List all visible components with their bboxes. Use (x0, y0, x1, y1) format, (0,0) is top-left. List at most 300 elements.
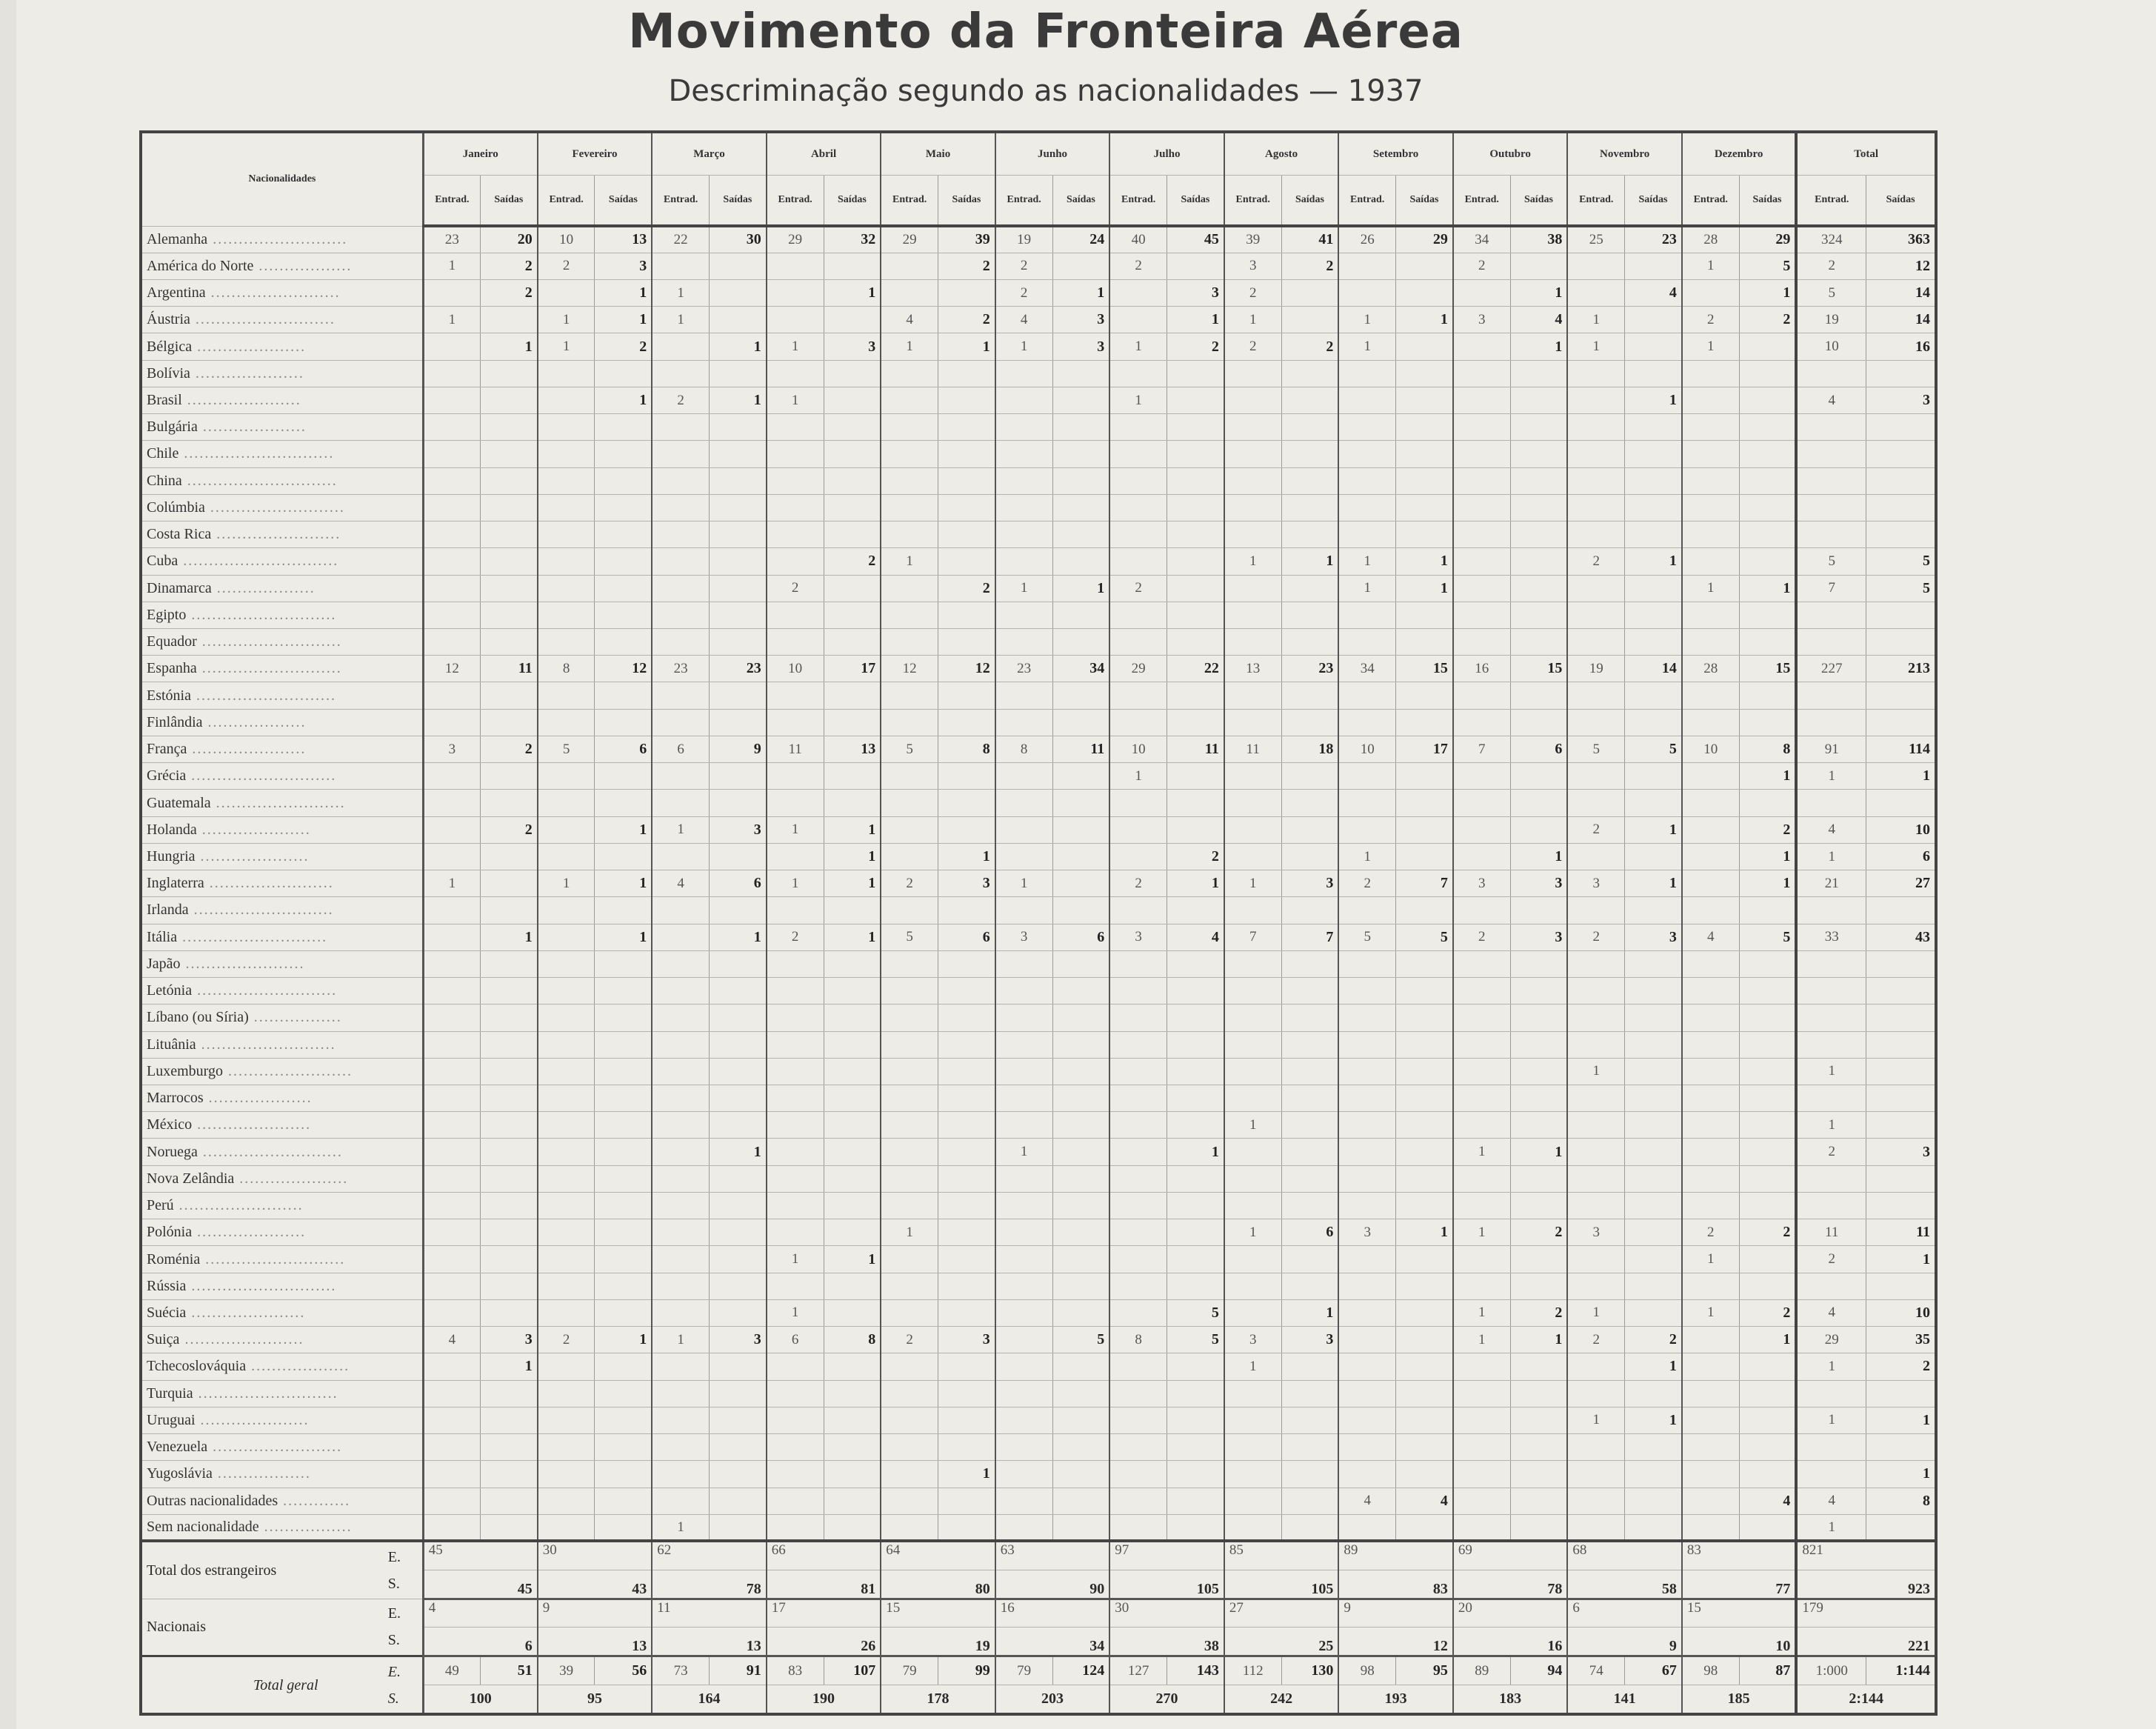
entry-cell (538, 709, 595, 736)
exit-cell (1281, 1380, 1338, 1407)
nationality-label: Venezuela (147, 1439, 208, 1456)
exit-cell (595, 575, 652, 602)
exit-cell: 5 (1052, 1327, 1109, 1353)
nationality-label: Japão (147, 955, 181, 972)
exit-cell: 2 (1739, 1299, 1796, 1326)
entry-cell (1567, 790, 1624, 816)
nationality-label: França (147, 741, 187, 758)
nationality-label: Costa Rica (147, 526, 212, 543)
exit-cell (824, 1192, 881, 1219)
exit-cell: 1 (1510, 1327, 1567, 1353)
exit-cell (480, 843, 537, 870)
exit-cell (1510, 441, 1567, 467)
entry-cell (423, 548, 480, 575)
entry-cell: 1 (767, 1246, 824, 1273)
entry-cell: 6 (652, 736, 709, 762)
entry-cell (538, 790, 595, 816)
entry-cell (538, 1058, 595, 1085)
exit-cell (1052, 1273, 1109, 1299)
entry-cell (995, 1488, 1052, 1514)
nationality-name (141, 1434, 423, 1461)
exit-cell (1167, 682, 1224, 709)
leader-dots: ...................... (187, 741, 307, 758)
nationality-name (141, 1299, 423, 1326)
entry-cell (652, 629, 709, 656)
entry-cell: 5 (1567, 736, 1624, 762)
exit-cell (710, 978, 767, 1005)
exit-cell (1052, 467, 1109, 494)
entry-cell: 1 (767, 333, 824, 360)
exit-cell (824, 709, 881, 736)
summary-exit-value: 80 (881, 1570, 995, 1599)
exit-cell (1510, 1246, 1567, 1273)
nationality-name (141, 467, 423, 494)
exit-cell: 1 (1281, 1299, 1338, 1326)
exit-cell (595, 1461, 652, 1488)
entry-cell (652, 333, 709, 360)
entry-cell (767, 548, 824, 575)
entry-cell (995, 548, 1052, 575)
nationality-name (141, 441, 423, 467)
entry-cell (1682, 1380, 1739, 1407)
entry-cell (1453, 1005, 1510, 1031)
exit-marker: S. (387, 1576, 400, 1593)
table-row (141, 1165, 1936, 1192)
entry-cell (1109, 1353, 1167, 1380)
entry-cell: 1 (767, 870, 824, 897)
exit-cell: 5 (1167, 1299, 1224, 1326)
exit-cell (1625, 1273, 1682, 1299)
entry-cell: 1 (1453, 1327, 1510, 1353)
summary-exit-value: 34 (995, 1628, 1110, 1656)
exit-cell: 2 (1866, 1353, 1936, 1380)
exit-cell (1396, 441, 1453, 467)
nationality-label: Marrocos (147, 1090, 204, 1107)
exit-cell (480, 1514, 537, 1541)
entry-cell (1682, 843, 1739, 870)
exit-cell (1281, 414, 1338, 441)
entry-cell (881, 950, 938, 977)
entry-cell (767, 279, 824, 306)
entry-cell (767, 360, 824, 387)
entry-cell (1338, 414, 1395, 441)
exit-cell (1396, 1299, 1453, 1326)
leader-dots: ................. (258, 1519, 353, 1536)
entry-cell (1682, 1165, 1739, 1192)
entry-cell: 1 (1338, 575, 1395, 602)
exit-cell (1510, 1165, 1567, 1192)
exit-cell (1167, 494, 1224, 521)
exit-cell: 6 (1510, 736, 1567, 762)
entry-cell (1567, 843, 1624, 870)
entry-cell (1682, 441, 1739, 467)
exit-cell: 15 (1396, 656, 1453, 682)
exit-cell (710, 1192, 767, 1219)
entry-cell (1682, 1514, 1739, 1541)
exit-cell: 1 (1396, 1219, 1453, 1246)
exit-cell (1510, 1005, 1567, 1031)
entry-cell (423, 414, 480, 441)
exit-cell: 1 (938, 843, 995, 870)
entry-cell (995, 1246, 1052, 1273)
summary-entry-value: 64 (881, 1541, 995, 1570)
exit-cell (1510, 1273, 1567, 1299)
entry-cell (1453, 494, 1510, 521)
exit-cell (1167, 1031, 1224, 1058)
entry-cell (1338, 1380, 1395, 1407)
grand-total-sum: 203 (995, 1685, 1110, 1714)
summary-entry-value: 15 (1682, 1599, 1797, 1628)
nationality-label: Rússia (147, 1277, 187, 1294)
summary-entry-value: 89 (1338, 1541, 1453, 1570)
header-exit: Saídas (595, 176, 652, 227)
entry-cell (1338, 1192, 1395, 1219)
nationality-name (141, 307, 423, 333)
entry-cell (995, 1112, 1052, 1139)
exit-cell (1866, 1165, 1936, 1192)
exit-cell (1167, 816, 1224, 843)
entry-cell (1338, 1327, 1395, 1353)
exit-cell (1396, 414, 1453, 441)
entry-cell (1453, 279, 1510, 306)
exit-cell (1625, 1488, 1682, 1514)
exit-cell (1052, 1031, 1109, 1058)
entry-cell (538, 1219, 595, 1246)
grand-total-exit: 94 (1510, 1656, 1567, 1685)
exit-cell (480, 548, 537, 575)
entry-cell (881, 1299, 938, 1326)
summary-entry-value: 97 (1109, 1541, 1224, 1570)
exit-cell (1167, 1353, 1224, 1380)
exit-cell (824, 467, 881, 494)
entry-cell (1224, 1514, 1281, 1541)
entry-cell: 2 (767, 575, 824, 602)
entry-cell: 1 (1224, 1112, 1281, 1139)
exit-cell (595, 1299, 652, 1326)
summary-label-text: Nacionais (147, 1619, 206, 1636)
exit-cell (1625, 709, 1682, 736)
summary-brace (388, 1659, 418, 1712)
entry-cell (1338, 494, 1395, 521)
exit-cell (595, 1407, 652, 1433)
exit-cell (480, 575, 537, 602)
entry-cell (538, 950, 595, 977)
leader-dots: ................... (246, 1358, 350, 1375)
entry-cell: 7 (1453, 736, 1510, 762)
entry-cell (1796, 1031, 1866, 1058)
exit-cell (1281, 763, 1338, 790)
entry-cell (652, 1192, 709, 1219)
leader-dots: ........................... (188, 902, 334, 919)
exit-cell (1510, 494, 1567, 521)
exit-cell: 7 (1396, 870, 1453, 897)
exit-cell (1052, 1112, 1109, 1139)
table-row (141, 736, 1936, 762)
entry-cell (423, 763, 480, 790)
exit-cell (1739, 1434, 1796, 1461)
exit-cell: 2 (1625, 1327, 1682, 1353)
entry-cell (538, 575, 595, 602)
exit-cell (1625, 1192, 1682, 1219)
exit-cell: 1 (595, 307, 652, 333)
leader-dots: ........................... (197, 1143, 343, 1160)
exit-cell (1396, 253, 1453, 279)
entry-cell (1453, 709, 1510, 736)
entry-cell (538, 682, 595, 709)
entry-cell (423, 279, 480, 306)
exit-cell (480, 1058, 537, 1085)
entry-cell (1224, 1407, 1281, 1433)
entry-cell (538, 360, 595, 387)
entry-cell: 2 (1796, 1139, 1866, 1165)
table-row (141, 360, 1936, 387)
exit-cell (1866, 1273, 1936, 1299)
exit-cell (1396, 1139, 1453, 1165)
entry-cell (1224, 1139, 1281, 1165)
exit-cell (1510, 978, 1567, 1005)
exit-cell (1167, 897, 1224, 924)
table-row (141, 1353, 1936, 1380)
leader-dots: ............................. (178, 445, 335, 462)
entry-cell: 21 (1796, 870, 1866, 897)
nationality-label: Holanda (147, 821, 197, 838)
exit-cell (1866, 441, 1936, 467)
entry-cell (538, 1514, 595, 1541)
entry-cell: 1 (423, 870, 480, 897)
entry-cell (767, 1139, 824, 1165)
entry-cell (1567, 1273, 1624, 1299)
entry-cell (1109, 1165, 1167, 1192)
table-row (141, 1246, 1936, 1273)
entry-cell (767, 978, 824, 1005)
entry-cell: 1 (1682, 1299, 1739, 1326)
entry-cell (652, 897, 709, 924)
exit-cell (710, 1246, 767, 1273)
header-month: Junho (995, 132, 1110, 176)
exit-cell (1625, 790, 1682, 816)
exit-cell (595, 414, 652, 441)
grand-total-exit: 143 (1167, 1656, 1224, 1685)
entry-cell: 1 (1796, 1514, 1866, 1541)
exit-cell (1281, 629, 1338, 656)
exit-cell (710, 360, 767, 387)
entry-cell (1453, 1407, 1510, 1433)
entry-cell (423, 1165, 480, 1192)
grand-total-sum: 2:144 (1796, 1685, 1936, 1714)
exit-cell (1052, 1380, 1109, 1407)
entry-cell (423, 843, 480, 870)
entry-cell (423, 494, 480, 521)
entry-cell: 227 (1796, 656, 1866, 682)
exit-cell (1625, 1112, 1682, 1139)
entry-cell (423, 1461, 480, 1488)
exit-cell (1281, 1461, 1338, 1488)
header-entry: Entrad. (1682, 176, 1739, 227)
grand-total-sum: 164 (652, 1685, 767, 1714)
exit-cell (1167, 414, 1224, 441)
entry-cell (1796, 441, 1866, 467)
exit-cell (1396, 629, 1453, 656)
entry-cell (1224, 1380, 1281, 1407)
table-row (141, 682, 1936, 709)
nationality-name (141, 870, 423, 897)
exit-cell: 10 (1866, 816, 1936, 843)
exit-cell (938, 467, 995, 494)
leader-dots: ............................ (186, 606, 337, 623)
leader-dots: ........................... (200, 1250, 346, 1267)
exit-cell (1510, 897, 1567, 924)
nationality-name (141, 1192, 423, 1219)
nationality-label: Equador (147, 633, 197, 650)
header-month: Março (652, 132, 767, 176)
entry-cell (1224, 575, 1281, 602)
exit-cell (1281, 494, 1338, 521)
entry-cell: 3 (995, 924, 1052, 950)
exit-cell (1866, 790, 1936, 816)
header-exit: Saídas (1052, 176, 1109, 227)
entry-cell: 2 (652, 387, 709, 413)
summary-exit-value: 78 (1453, 1570, 1568, 1599)
entry-cell (423, 467, 480, 494)
exit-cell: 1 (1625, 870, 1682, 897)
entry-cell (1109, 1219, 1167, 1246)
exit-cell (595, 1192, 652, 1219)
summary-exit-value: 221 (1796, 1628, 1936, 1656)
entry-cell (423, 575, 480, 602)
exit-cell: 2 (595, 333, 652, 360)
exit-cell: 2 (1739, 1219, 1796, 1246)
entry-cell (1682, 1139, 1739, 1165)
exit-cell (1739, 1273, 1796, 1299)
nationality-label: Grécia (147, 767, 187, 784)
exit-cell (1052, 709, 1109, 736)
exit-cell: 2 (824, 548, 881, 575)
entry-cell: 2 (1453, 924, 1510, 950)
exit-cell (1167, 1434, 1224, 1461)
exit-cell: 11 (1052, 736, 1109, 762)
exit-cell (595, 843, 652, 870)
exit-cell: 114 (1866, 736, 1936, 762)
exit-cell (710, 790, 767, 816)
exit-cell (938, 387, 995, 413)
exit-cell (1281, 279, 1338, 306)
exit-cell: 2 (1739, 307, 1796, 333)
exit-cell (1510, 1380, 1567, 1407)
entry-cell: 1 (1338, 333, 1395, 360)
entry-cell (1338, 709, 1395, 736)
exit-cell (938, 1192, 995, 1219)
entry-cell: 25 (1567, 226, 1624, 253)
entry-cell (1453, 467, 1510, 494)
exit-cell (1167, 1005, 1224, 1031)
entry-cell (767, 1353, 824, 1380)
exit-cell (710, 602, 767, 628)
exit-cell (595, 1058, 652, 1085)
entry-cell: 1 (652, 279, 709, 306)
exit-cell (595, 1273, 652, 1299)
exit-cell (1052, 253, 1109, 279)
entry-cell (1109, 978, 1167, 1005)
entry-cell: 91 (1796, 736, 1866, 762)
entry-cell: 1 (881, 1219, 938, 1246)
exit-cell (480, 1380, 537, 1407)
entry-cell (1796, 414, 1866, 441)
entry-cell (1682, 1353, 1739, 1380)
exit-cell: 1 (1510, 333, 1567, 360)
nationality-label: Uruguai (147, 1411, 196, 1428)
summary-exit-value: 9 (1567, 1628, 1682, 1656)
entry-cell: 3 (1567, 870, 1624, 897)
entry-cell (881, 1488, 938, 1514)
exit-cell: 1 (1739, 763, 1796, 790)
entry-cell (1567, 1353, 1624, 1380)
entry-cell (1682, 1112, 1739, 1139)
exit-cell: 1 (1396, 307, 1453, 333)
table-row (141, 1192, 1936, 1219)
entry-cell: 2 (1567, 924, 1624, 950)
exit-cell: 9 (710, 736, 767, 762)
entry-cell (1682, 279, 1739, 306)
exit-cell (1625, 897, 1682, 924)
exit-cell: 1 (1866, 1407, 1936, 1433)
entry-cell (538, 467, 595, 494)
exit-cell: 1 (1396, 575, 1453, 602)
exit-cell (1396, 790, 1453, 816)
entry-cell (1682, 870, 1739, 897)
entry-cell: 2 (995, 279, 1052, 306)
entry-cell: 1 (538, 333, 595, 360)
exit-cell (480, 1219, 537, 1246)
exit-cell (1052, 950, 1109, 977)
exit-cell: 1 (824, 870, 881, 897)
entry-cell: 2 (1109, 253, 1167, 279)
exit-cell (1510, 548, 1567, 575)
header-month: Dezembro (1682, 132, 1797, 176)
exit-cell: 34 (1052, 656, 1109, 682)
exit-cell (1167, 1192, 1224, 1219)
entry-cell (423, 1005, 480, 1031)
exit-cell (824, 575, 881, 602)
table-row (141, 279, 1936, 306)
exit-cell: 1 (480, 333, 537, 360)
exit-cell (710, 441, 767, 467)
entry-cell (881, 978, 938, 1005)
header-exit: Saídas (824, 176, 881, 227)
exit-cell (1396, 1085, 1453, 1112)
exit-cell (1625, 1139, 1682, 1165)
exit-cell: 29 (1396, 226, 1453, 253)
summary-entry-value: 85 (1224, 1541, 1339, 1570)
entry-cell (1453, 1058, 1510, 1085)
entry-cell: 2 (881, 870, 938, 897)
exit-cell (1510, 1488, 1567, 1514)
nationality-name (141, 1514, 423, 1541)
entry-cell (995, 843, 1052, 870)
entry-cell (767, 253, 824, 279)
exit-cell (480, 978, 537, 1005)
leader-dots: .......................... (196, 1036, 336, 1053)
grand-total-exit: 87 (1739, 1656, 1796, 1685)
leader-dots: ........................... (192, 982, 338, 999)
entry-cell (1567, 387, 1624, 413)
entry-cell: 1 (1453, 1139, 1510, 1165)
entry-cell (995, 467, 1052, 494)
leader-dots: ................. (248, 1009, 342, 1026)
exit-cell: 1 (824, 1246, 881, 1273)
entry-cell (881, 1005, 938, 1031)
exit-cell: 6 (1866, 843, 1936, 870)
leader-dots: ..................... (195, 848, 310, 864)
